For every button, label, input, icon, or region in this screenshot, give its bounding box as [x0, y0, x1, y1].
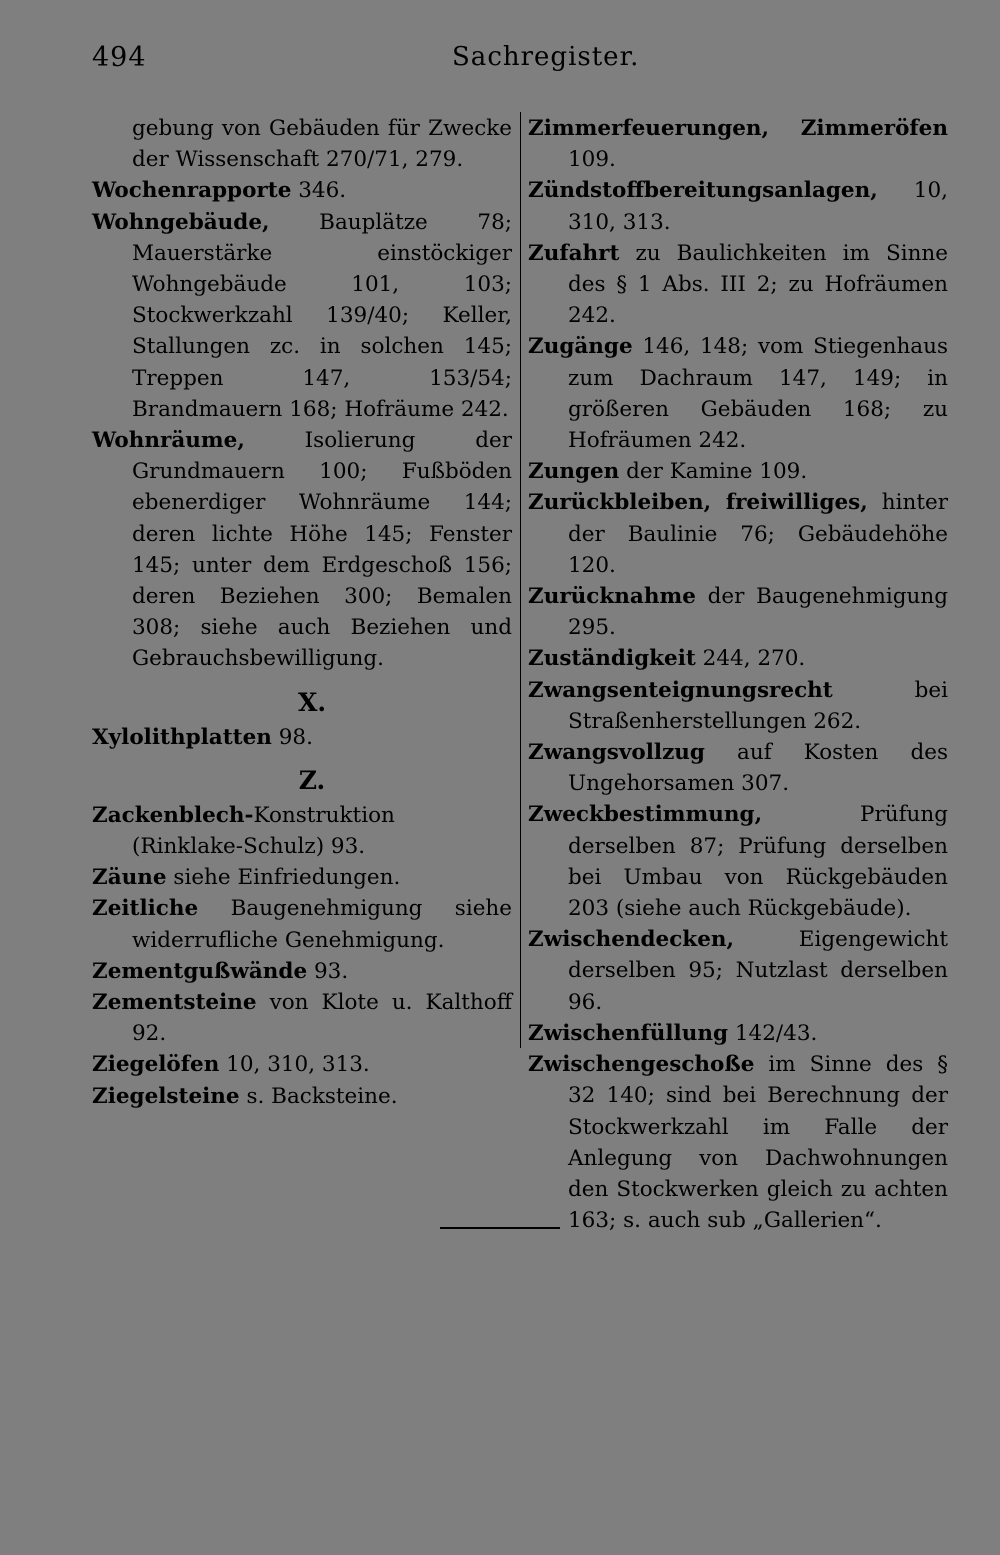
entry-headword: Ziegelöfen [92, 1052, 220, 1078]
entry-text: Konstruktion (Rinklake-Schulz) 93. [132, 802, 395, 860]
entry-headword: Xylolithplatten [92, 724, 272, 750]
entry-text: bei Straßenherstellungen 262. [568, 677, 948, 734]
index-entry [92, 893, 512, 955]
index-entry [528, 643, 948, 674]
entry-headword: Zweckbestimmung, [528, 802, 763, 828]
index-entry [92, 175, 512, 206]
entry-text: 244, 270. [695, 646, 806, 672]
index-entry [528, 581, 948, 643]
entry-text: s. Backsteine. [239, 1083, 398, 1109]
entry-headword: Zwischenfüllung [528, 1020, 729, 1046]
entry-text: siehe Einfriedungen. [166, 865, 401, 891]
column-divider [520, 112, 521, 1048]
index-entry [92, 425, 512, 675]
index-entry [528, 456, 948, 487]
index-entry [528, 1018, 948, 1049]
entry-text: im Sinne des § 32 140; sind bei Berechnung der Stockwerkzahl im Falle der Anlegung von Dachwohnungen den Stockwerken gleich zu achten 163; s. auch sub „Gallerien“. [568, 1052, 948, 1234]
entry-headword: Wohngebäude, [92, 209, 270, 235]
entry-headword: Zwischengeschoße [528, 1052, 755, 1078]
entry-text: 10, 310, 313. [568, 178, 948, 235]
entry-text: auf Kosten des Ungehorsamen 307. [568, 740, 948, 797]
entry-text: 142/43. [728, 1020, 818, 1046]
entry-text: der Kamine 109. [619, 459, 808, 485]
entry-text: 346. [291, 178, 347, 204]
entry-headword: Zementgußwände [92, 958, 308, 984]
index-entry [528, 175, 948, 237]
entry-headword: Zugänge [528, 334, 633, 360]
index-entry [92, 987, 512, 1049]
index-entry [92, 956, 512, 987]
entry-headword: Zwischendecken, [528, 927, 735, 953]
index-entry [92, 113, 512, 175]
entry-headword: Zackenblech- [92, 802, 254, 828]
entry-text: 10, 310, 313. [219, 1052, 370, 1078]
index-entry [528, 737, 948, 799]
left-column [92, 113, 512, 1112]
entry-text: von Klote u. Kalthoff 92. [132, 990, 512, 1047]
entry-headword: Wohnräume, [92, 428, 245, 454]
entry-text: Bauplätze 78; Mauerstärke einstöckiger Wohngebäude 101, 103; Stockwerkzahl 139/40; Keller, Stallungen zc. in solchen 145; Treppen 147, 153/54; Brandmauern 168; Hofräume 242. [132, 209, 512, 422]
entry-text: 98. [271, 724, 313, 750]
page-number: 494 [92, 42, 147, 73]
entry-headword: Wochenrapporte [92, 178, 292, 204]
right-column [528, 113, 948, 1236]
entry-headword: Zäune [92, 865, 167, 891]
index-entry [92, 862, 512, 893]
entry-headword: Zwangsenteignungsrecht [528, 677, 833, 703]
index-entry [528, 1049, 948, 1236]
entry-headword: Zufahrt [528, 240, 620, 266]
entry-text: gebung von Gebäuden für Zwecke der Wissenschaft 270/71, 279. [132, 116, 512, 173]
entry-text: Baugenehmigung siehe widerrufliche Genehmigung. [132, 896, 512, 953]
entry-text: hinter der Baulinie 76; Gebäudehöhe 120. [568, 490, 948, 578]
running-head: Sachregister. [452, 42, 640, 72]
entry-headword: Zuständigkeit [528, 646, 696, 672]
entry-text: Eigengewicht derselben 95; Nutzlast derselben 96. [568, 927, 948, 1015]
index-entry [528, 113, 948, 175]
entry-headword: Zurücknahme [528, 584, 696, 610]
index-entry [92, 800, 512, 862]
index-entry [528, 924, 948, 1018]
entry-headword: Ziegelsteine [92, 1083, 240, 1109]
index-entry [528, 799, 948, 924]
entry-headword: Zwangsvollzug [528, 740, 705, 766]
entry-text: Prüfung derselben 87; Prüfung derselben bei Umbau von Rückgebäuden 203 (siehe auch Rückgebäude). [568, 802, 948, 922]
index-entry [528, 331, 948, 456]
entry-headword: Zimmerfeuerungen, Zimmeröfen [528, 116, 948, 141]
index-entry [528, 675, 948, 737]
index-entry [528, 487, 948, 581]
index-entry [92, 207, 512, 425]
section-letter-heading: Z. [298, 765, 326, 795]
index-entry [528, 238, 948, 332]
index-entry [92, 1081, 512, 1112]
index-entry [92, 722, 512, 753]
entry-headword: Zurückbleiben, freiwilliges, [528, 490, 868, 516]
entry-headword: Zeitliche [92, 896, 199, 922]
entry-headword: Zementsteine [92, 990, 257, 1016]
entry-text: 109. [568, 147, 616, 173]
entry-text: Isolierung der Grundmauern 100; Fußböden ebenerdiger Wohnräume 144; deren lichte Höhe 145; Fenster 145; unter dem Erdgeschoß 156; deren Beziehen 300; Bemalen 308; siehe auch Beziehen und Gebrauchsbewilligung. [132, 428, 512, 672]
entry-text: der Baugenehmigung 295. [568, 584, 948, 641]
section-letter-heading: X. [297, 687, 327, 717]
entry-headword: Zungen [528, 459, 620, 485]
entry-text: 93. [307, 958, 349, 984]
end-rule [440, 1227, 560, 1229]
entry-text: zu Baulichkeiten im Sinne des § 1 Abs. III 2; zu Hofräumen 242. [568, 240, 948, 329]
entry-headword: Zündstoffbereitungsanlagen, [528, 178, 878, 204]
entry-text: 146, 148; vom Stiegenhaus zum Dachraum 147, 149; in größeren Gebäuden 168; zu Hofräumen 242. [568, 334, 948, 454]
index-entry [92, 1049, 512, 1080]
